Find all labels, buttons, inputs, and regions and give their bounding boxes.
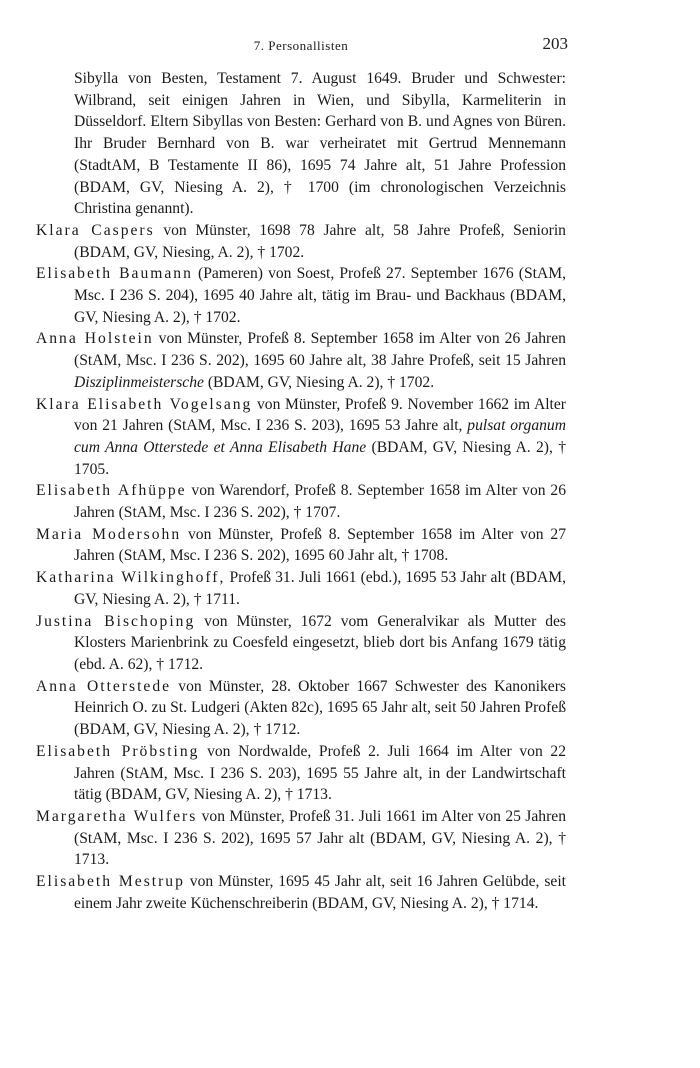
entry xyxy=(36,480,566,523)
entry-name: Elisabeth Pröbsting xyxy=(36,742,200,760)
entry xyxy=(36,567,566,610)
entry-text: (Pameren) von Soest, Profeß 27. September 1676 (StAM, Msc. I 236 S. 204), 1695 40 Jahre alt, tätig im Brau- und Backhaus (BDAM, GV, Niesing A. 2), † 1702. xyxy=(74,265,566,326)
entry-text: Profeß 31. Juli 1661 (ebd.), 1695 53 Jahr alt (BDAM, GV, Niesing A. 2), † 1711. xyxy=(74,569,566,608)
entry xyxy=(36,220,566,263)
entry-name: Anna Otterstede xyxy=(36,677,172,695)
running-head xyxy=(36,34,566,58)
entry-text-tail: (BDAM, GV, Niesing A. 2), † 1702. xyxy=(203,373,435,391)
entry-text: von Münster, 1698 78 Jahre alt, 58 Jahre Profeß, Seniorin (BDAM, GV, Niesing, A. 2), † 1702. xyxy=(74,221,566,261)
entry-text-tail: (BDAM, GV, Niesing A. 2), † 1705. xyxy=(74,438,566,478)
entry-name: Maria Modersohn xyxy=(36,525,182,543)
entry-italic: pulsat organum cum Anna Otterstede et Anna Elisabeth Hane xyxy=(74,417,566,456)
entry xyxy=(36,328,566,393)
entry xyxy=(36,871,566,914)
page-number: 203 xyxy=(542,34,568,53)
entry-name: Katharina Wilkinghoff, xyxy=(36,569,226,587)
entry xyxy=(36,524,566,567)
entry-name: Elisabeth Afhüppe xyxy=(36,482,187,500)
entry-text: von Warendorf, Profeß 8. September 1658 im Alter von 26 Jahren (StAM, Msc. I 236 S. 202), † 1707. xyxy=(74,482,566,522)
entry xyxy=(36,263,566,328)
entry-text: von Münster, 28. Oktober 1667 Schwester des Kanonikers Heinrich O. zu St. Ludgeri (Akten 82c), 1695 65 Jahr alt, seit 50 Jahren Profeß (BDAM, GV, Niesing A. 2), † 1712. xyxy=(74,677,566,739)
entry-text: von Münster, Profeß 8. September 1658 im Alter von 26 Jahren (StAM, Msc. I 236 S. 202), 1695 60 Jahre alt, 38 Jahre Profeß, seit 15 Jahren xyxy=(74,330,566,370)
entry-text: Sibylla von Besten, Testament 7. August 1649. Bruder und Schwester: Wilbrand, seit einigen Jahren in Wien, und Sibylla, Karmeliterin in Düsseldorf. Eltern Sibyllas von Besten: Gerhard von B. und Agnes von Büren. Ihr Bruder Bernhard von B. war verheiratet mit Gertrud Mennemann (StadtAM, B Testamente II 86), 1695 74 Jahre alt, 51 Jahre Profession (BDAM, GV, Niesing A. 2), † 1700 (im chronologischen Verzeichnis Christina genannt). xyxy=(74,70,566,218)
entry-name: Justina Bischoping xyxy=(36,612,196,630)
entry xyxy=(36,394,566,481)
entry-text: von Nordwalde, Profeß 2. Juli 1664 im Alter von 22 Jahren (StAM, Msc. I 236 S. 203), 1695 55 Jahre alt, in der Landwirtschaft tätig (BDAM, GV, Niesing A. 2), † 1713. xyxy=(74,742,566,804)
entry-name: Elisabeth Mestrup xyxy=(36,873,185,891)
entry-name: Elisabeth Baumann xyxy=(36,265,193,283)
entry xyxy=(36,806,566,871)
entry-name: Margaretha Wulfers xyxy=(36,807,198,825)
entry-text: von Münster, Profeß 8. September 1658 im Alter von 27 Jahren (StAM, Msc. I 236 S. 202), 1695 60 Jahr alt, † 1708. xyxy=(74,525,567,565)
entry-text: von Münster, 1695 45 Jahr alt, seit 16 Jahren Gelübde, seit einem Jahr zweite Küchenschreiberin (BDAM, GV, Niesing A. 2), † 1714. xyxy=(74,873,566,912)
chapter-title: 7. Personallisten xyxy=(253,38,349,53)
entry xyxy=(36,611,566,676)
entry xyxy=(36,676,566,741)
entry-text: von Münster, Profeß 9. November 1662 im Alter von 21 Jahren (StAM, Msc. I 236 S. 203), 1695 53 Jahre alt, xyxy=(74,395,566,435)
entry-name: Klara Caspers xyxy=(36,221,155,239)
entry-text: von Münster, 1672 vom Generalvikar als Mutter des Klosters Marienbrink zu Coesfeld eingesetzt, blieb dort bis Anfang 1679 tätig (ebd. A. 62), † 1712. xyxy=(74,612,566,673)
entry-list xyxy=(36,68,566,914)
entry xyxy=(36,741,566,806)
entry-name: Klara Elisabeth Vogelsang xyxy=(36,395,253,413)
entry-name: Anna Holstein xyxy=(36,330,154,348)
entry-continuation xyxy=(36,68,566,220)
entry-text: von Münster, Profeß 31. Juli 1661 im Alter von 25 Jahren (StAM, Msc. I 236 S. 202), 1695 57 Jahr alt (BDAM, GV, Niesing A. 2), † 1713. xyxy=(74,807,566,869)
entry-italic: Disziplinmeistersche xyxy=(74,373,204,391)
